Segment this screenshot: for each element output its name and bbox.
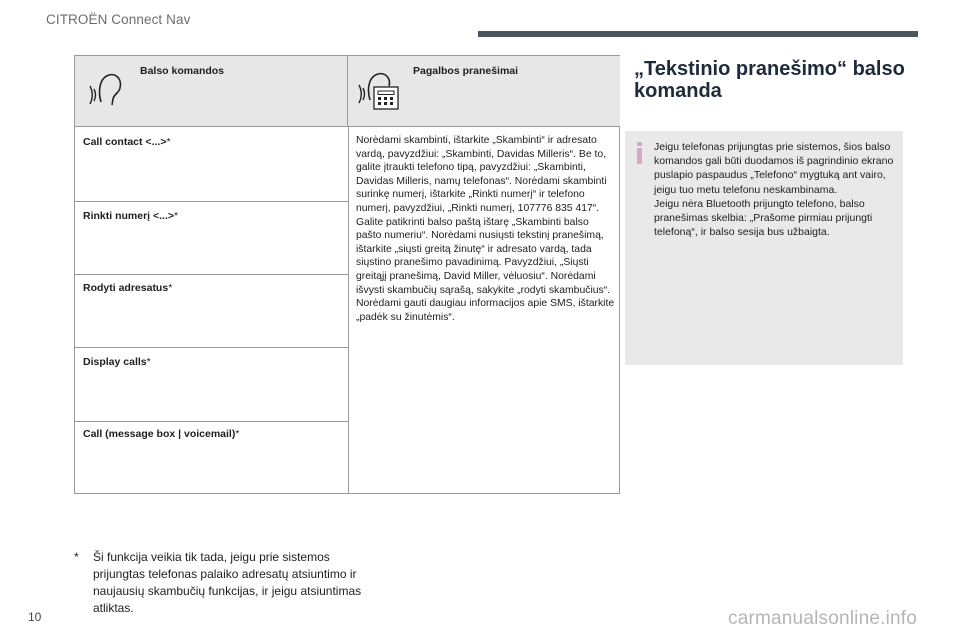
page-header-title: CITROËN Connect Nav	[46, 12, 191, 27]
info-note-paragraphs: Jeigu telefonas prijungtas prie sistemos, šios balso komandos gali būti duodamos iš pagrindinio ekrano puslapio paspaudus „Telefono“ mygtuką ant vairo, jeigu tuo metu telefonu neskambinama. Jeigu nėra Bluetooth prijungto telefono, balso pranešimas skelbia: „Prašome pirmiau prijungti telefoną“, ir balso sesija bus užbaigta.	[654, 141, 894, 239]
row-divider	[75, 347, 348, 348]
table-row: Rinkti numerį <...>*	[83, 210, 179, 222]
watermark: carmanualsonline.info	[728, 608, 918, 629]
table-header-help-messages	[348, 56, 620, 126]
table-row: Call contact <...>*	[83, 136, 171, 148]
page-number: 10	[28, 610, 42, 624]
table-header-voice-commands	[75, 56, 348, 126]
row-divider	[75, 421, 348, 422]
header-accent-bar	[478, 31, 918, 37]
help-messages-header: Pagalbos pranešimai	[413, 65, 519, 77]
table-header-divider	[75, 126, 619, 127]
info-icon	[635, 142, 645, 169]
table-row: Call (message box | voicemail)*	[83, 428, 240, 440]
footnote-marker: *	[74, 550, 79, 564]
voice-command-icon	[87, 68, 127, 115]
table-row: Rodyti adresatus*	[83, 282, 173, 294]
footnote-text: Ši funkcija veikia tik tada, jeigu prie sistemos prijungtas telefonas palaiko adresatų atsiuntimo ir naujausių skambučių funkcijas, ir jeigu atsiuntimas atliktas.	[93, 550, 362, 615]
row-divider	[75, 274, 348, 275]
info-note-text	[654, 140, 898, 239]
section-title: „Tekstinio pranešimo“ balso komanda	[634, 58, 905, 102]
info-note-box	[625, 131, 903, 365]
row-divider	[75, 201, 348, 202]
voice-help-icon	[356, 68, 402, 119]
voice-commands-header: Balso komandos	[140, 65, 225, 77]
table-column-divider	[348, 126, 349, 493]
help-message-text: Norėdami skambinti, ištarkite „Skambinti“ ir adresato vardą, pavyzdžiui: „Skambinti, Davidas Milleris“. Be to, galite įtraukti telefono tipą, pavyzdžiui: „Skambinti, Davidas Milleris, namų telefonas“. Norėdami skambinti surinkę numerį, ištarkite „Rinkti numerį“ ir telefono numerį, pavyzdžiui, „Rinkti numerį, 107776 835 417“. Galite patikrinti balso paštą ištarę „Skambinti balso pašto numeriu“. Norėdami nusiųsti tekstinį pranešimą, ištarkite „siųsti greitą žinutę“ ir adresato vardą, tada siųstino pranešimo pavadinimą. Pavyzdžiui, „Siųsti greitąjį pranešimą, David Miller, vėluosiu“. Norėdami išvysti skambučių sąrašą, sakykite „rodyti skambučius“. Norėdami gauti daugiau informacijos apie SMS, ištarkite „padėk su žinutėmis“.	[356, 135, 615, 323]
voice-commands-table	[74, 55, 620, 494]
footnote	[74, 549, 374, 617]
table-row: Display calls*	[83, 356, 151, 368]
